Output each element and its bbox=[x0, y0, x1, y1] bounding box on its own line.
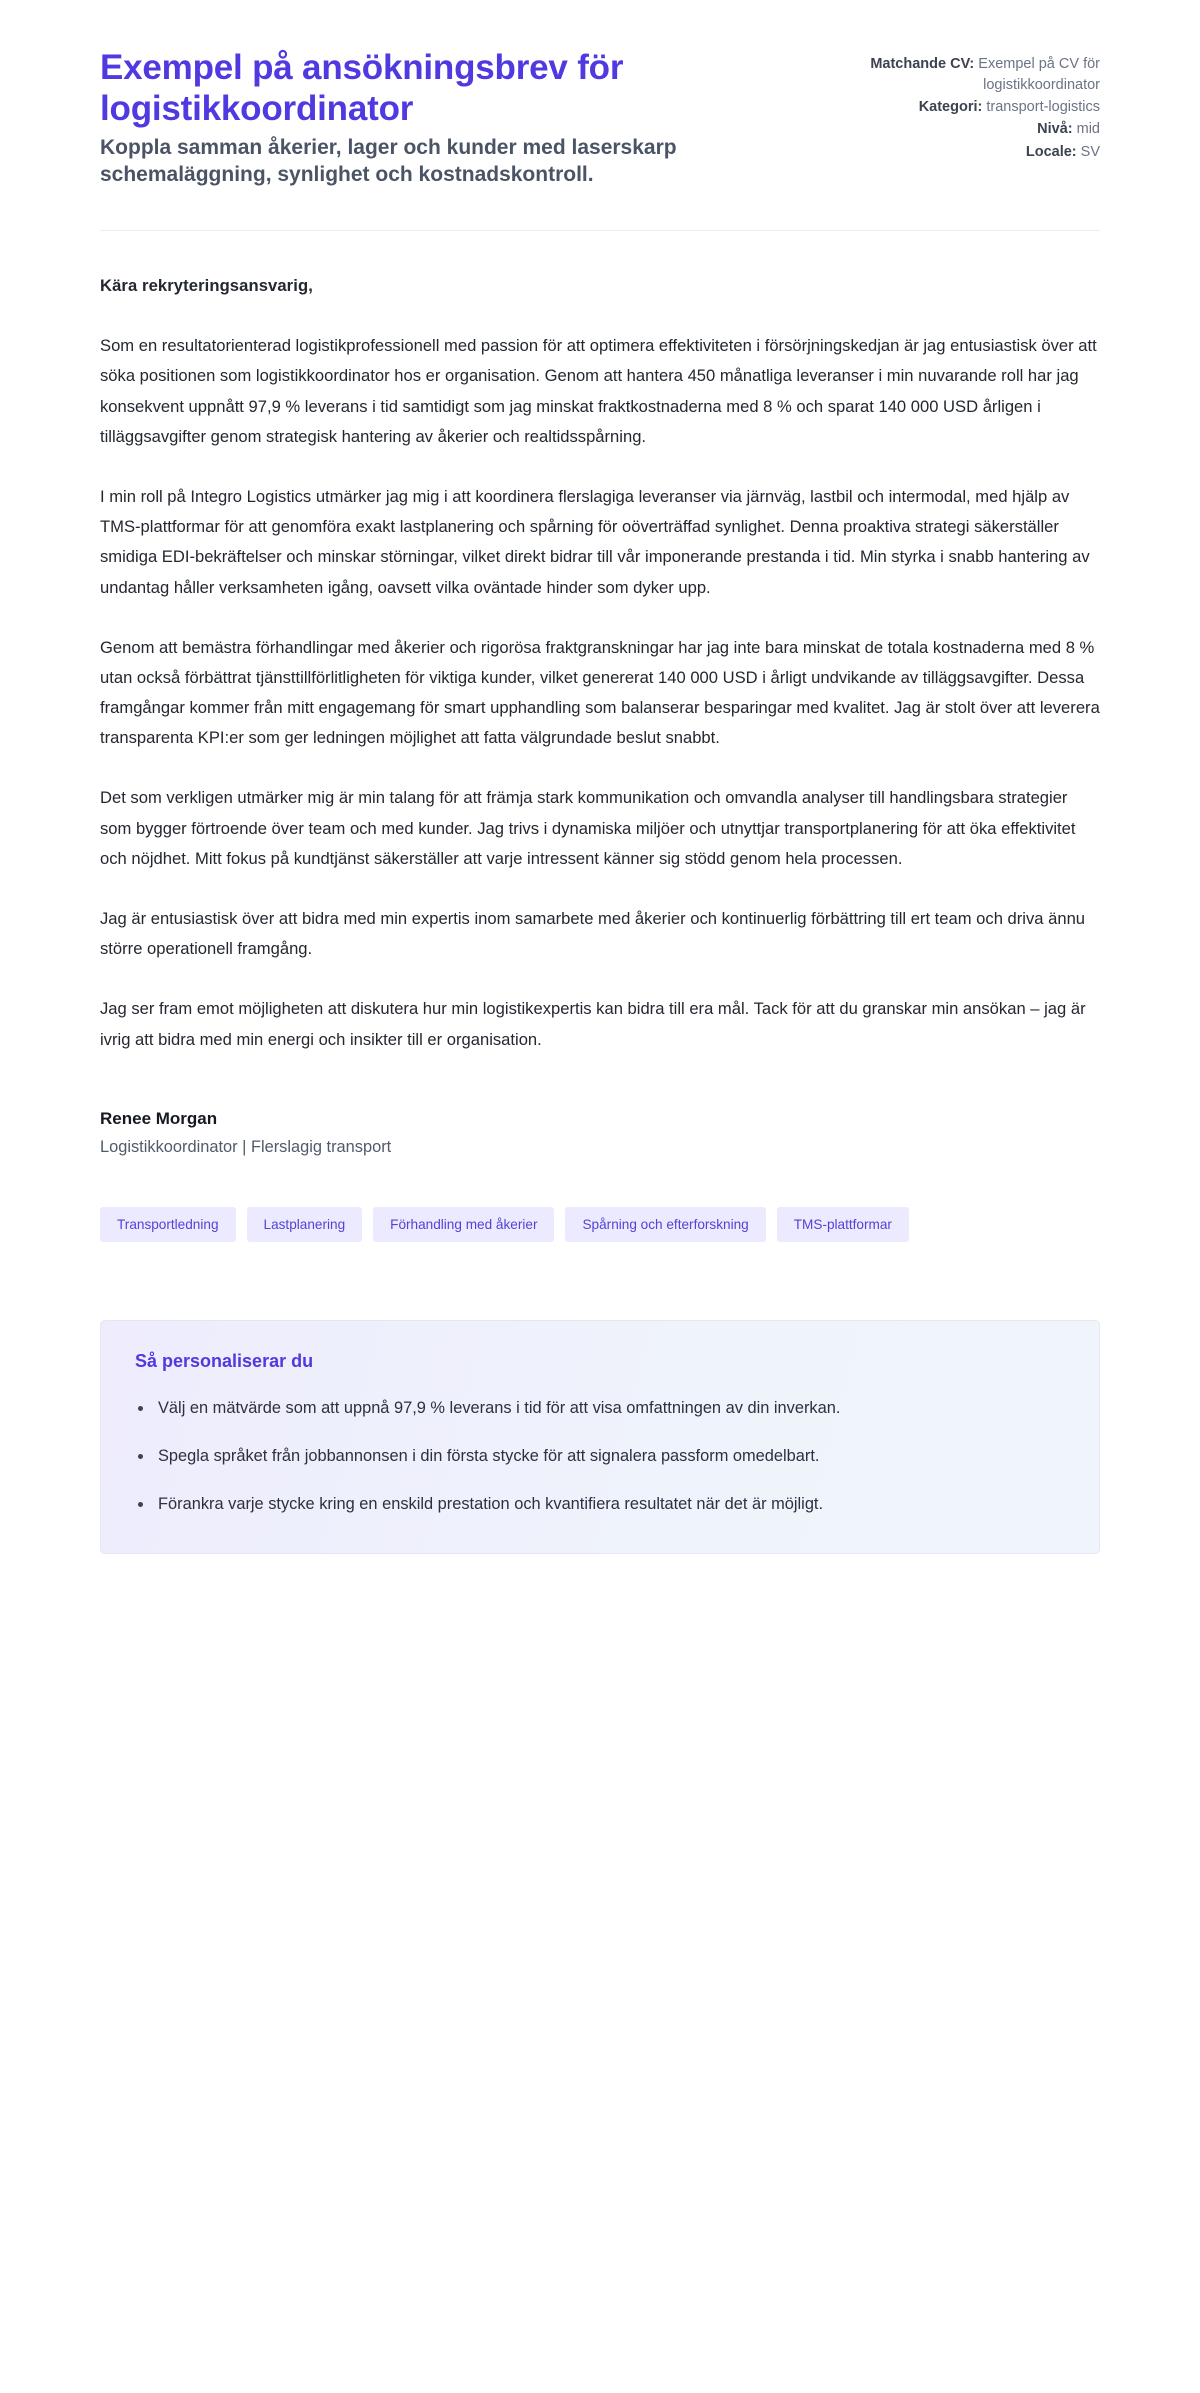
page-subtitle: Koppla samman åkerier, lager och kunder med laserskarp schemaläggning, synlighet och kostnadskontroll. bbox=[100, 135, 677, 186]
signer-name: Renee Morgan bbox=[100, 1108, 218, 1128]
header-text-group bbox=[100, 48, 800, 188]
meta-value: mid bbox=[1076, 121, 1100, 138]
callout-list-item: Spegla språket från jobbannonsen i din första stycke för att signalera passform omedelbart. bbox=[135, 1442, 1015, 1471]
meta-label: Locale: bbox=[1025, 143, 1077, 160]
salutation: Kära rekryteringsansvarig, bbox=[100, 276, 313, 296]
tag-list bbox=[100, 1207, 1000, 1242]
document-metadata bbox=[860, 48, 1100, 164]
tag-chip[interactable]: Spårning och efterforskning bbox=[565, 1207, 765, 1242]
letter-paragraph: Genom att bemästra förhandlingar med åkerier och rigorösa fraktgranskningar har jag inte bara minskat de totala kostnaderna med 8 % utan också förbättrat tjänsttillförlitligheten för viktiga kunder, vilket genererat 140 000 USD i årligt undvikande av tilläggsavgifter. Dessa framgångar kommer från mitt engagemang för smart upphandling som balanserar besparingar med kvalitet. Jag är stolt över att leverera transparenta KPI:er som ger ledningen möjlighet att fatta välgrundade beslut snabbt. bbox=[100, 637, 1100, 748]
letter-paragraph: I min roll på Integro Logistics utmärker jag mig i att koordinera flerslagiga leveranser via järnväg, lastbil och intermodal, med hjälp av TMS-plattformar för att genomföra exakt lastplanering och spårning för oöverträffad synlighet. Denna proaktiva strategi säkerställer smidiga EDI-bekräftelser och minskar störningar, vilket direkt bidrar till vår imponerande prestanda i tid. Min styrka i snabb hantering av undantag håller verksamheten igång, oavsett vilka oväntade hinder som dyker upp. bbox=[100, 486, 1090, 597]
callout-list-item: Förankra varje stycke kring en enskild prestation och kvantifiera resultatet när det är möjligt. bbox=[135, 1490, 1015, 1519]
signer-role: Logistikkoordinator | Flerslagig transport bbox=[100, 1137, 392, 1156]
document-header bbox=[100, 48, 1100, 188]
tag-chip[interactable]: Förhandling med åkerier bbox=[373, 1207, 554, 1242]
page-title: Exempel på ansökningsbrev för logistikkoordinator bbox=[100, 48, 624, 128]
signature-block bbox=[100, 1109, 1100, 1157]
callout-list-item: Välj en mätvärde som att uppnå 97,9 % leverans i tid för att visa omfattningen av din inverkan. bbox=[135, 1394, 1015, 1423]
tag-chip[interactable]: Lastplanering bbox=[247, 1207, 363, 1242]
meta-value: transport-logistics bbox=[986, 99, 1100, 116]
meta-value: Exempel på CV för logistikkoordinator bbox=[978, 56, 1100, 94]
tag-chip[interactable]: Transportledning bbox=[100, 1207, 236, 1242]
personalization-callout bbox=[100, 1320, 1100, 1555]
letter-paragraph: Jag ser fram emot möjligheten att diskutera hur min logistikexpertis kan bidra till era mål. Tack för att du granskar min ansökan – jag är ivrig att bidra med min energi och insikter till er organisation. bbox=[100, 999, 1086, 1049]
meta-row-locale bbox=[860, 142, 1100, 163]
callout-title: Så personaliserar du bbox=[135, 1350, 314, 1371]
meta-label: Kategori: bbox=[918, 99, 983, 116]
letter-body bbox=[100, 271, 1100, 1055]
header-divider bbox=[100, 230, 1100, 231]
meta-row-level bbox=[860, 119, 1100, 140]
meta-label: Matchande CV: bbox=[870, 56, 975, 72]
meta-label: Nivå: bbox=[1037, 121, 1073, 138]
meta-row-category bbox=[860, 97, 1100, 118]
letter-paragraph: Som en resultatorienterad logistikprofessionell med passion för att optimera effektiviteten i försörjningskedjan är jag entusiastisk över att söka positionen som logistikkoordinator hos er organisation. Genom att hantera 450 månatliga leveranser i min nuvarande roll har jag konsekvent uppnått 97,9 % leverans i tid samtidigt som jag minskat fraktkostnaderna med 8 % och sparat 140 000 USD årligen i tilläggsavgifter genom strategisk hantering av åkerier och realtidsspårning. bbox=[100, 336, 1097, 446]
meta-row-matching-cv bbox=[860, 54, 1100, 96]
letter-paragraph: Det som verkligen utmärker mig är min talang för att främja stark kommunikation och omvandla analyser till handlingsbara strategier som bygger förtroende över team och med kunder. Jag trivs i dynamiska miljöer och utnyttjar transportplanering för att öka effektivitet och nöjdhet. Mitt fokus på kundtjänst säkerställer att varje intressent känner sig stödd genom hela processen. bbox=[100, 788, 1076, 868]
callout-list bbox=[135, 1394, 1065, 1520]
tag-chip[interactable]: TMS-plattformar bbox=[777, 1207, 909, 1242]
letter-paragraph: Jag är entusiastisk över att bidra med min expertis inom samarbete med åkerier och kontinuerlig förbättring till ert team och driva ännu större operationell framgång. bbox=[100, 909, 1086, 959]
meta-value: SV bbox=[1080, 143, 1100, 160]
